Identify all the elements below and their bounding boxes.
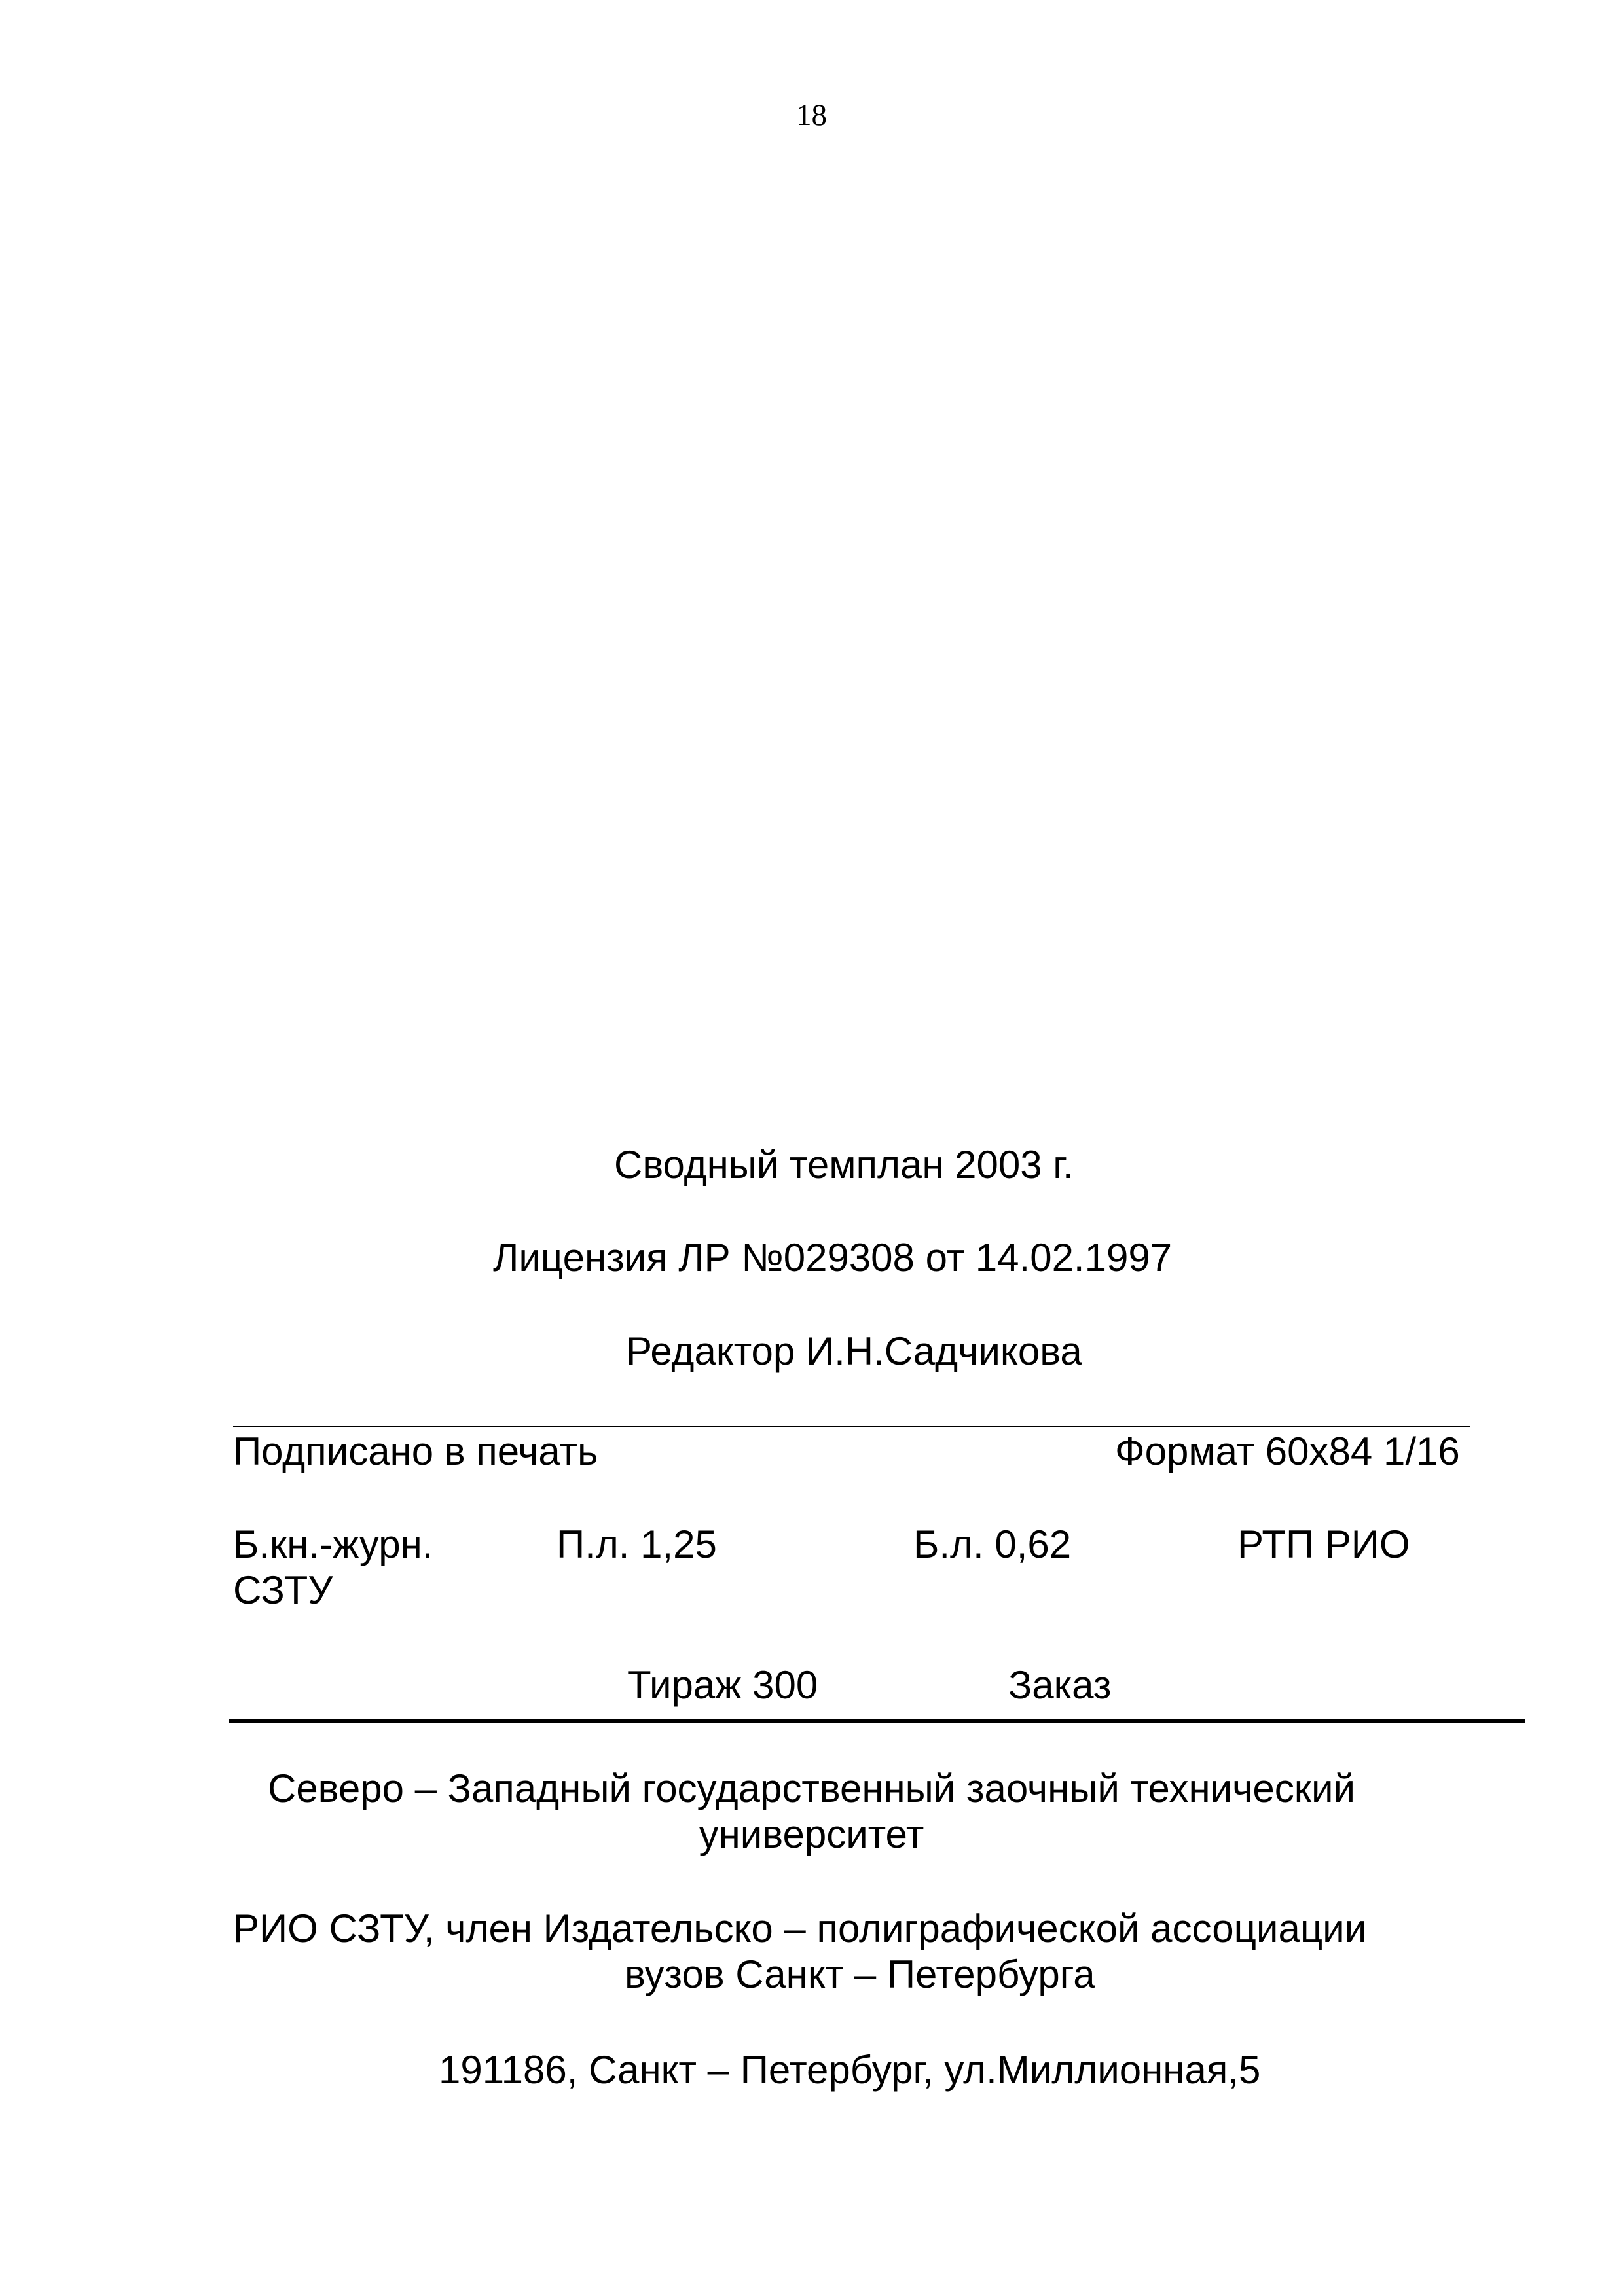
page-number: 18 xyxy=(796,98,827,132)
order-field: Заказ xyxy=(1008,1663,1112,1707)
university-line-2: университет xyxy=(699,1812,924,1856)
rio-line-1: РИО СЗТУ, член Издательско – полиграфической ассоциации xyxy=(233,1907,1367,1950)
printer-name-cont: СЗТУ xyxy=(233,1568,333,1612)
book-sheets: Б.л. 0,62 xyxy=(913,1522,1072,1566)
rio-line-2: вузов Санкт – Петербурга xyxy=(625,1952,1095,1996)
divider-thick xyxy=(229,1719,1525,1723)
print-run: Тираж 300 xyxy=(627,1663,818,1707)
printed-sheets: П.л. 1,25 xyxy=(556,1522,717,1566)
university-line-1: Северо – Западный государственный заочный технический xyxy=(267,1767,1355,1810)
printer-name: РТП РИО xyxy=(1237,1522,1410,1566)
signed-to-print: Подписано в печать xyxy=(233,1429,598,1473)
divider-thin xyxy=(233,1426,1470,1427)
paper-type: Б.кн.-журн. xyxy=(233,1522,433,1566)
editor-line: Редактор И.Н.Садчикова xyxy=(626,1329,1082,1373)
format-field: Формат 60x84 1/16 xyxy=(1115,1429,1460,1473)
license-line: Лицензия ЛР №029308 от 14.02.1997 xyxy=(493,1236,1173,1280)
temp-plan-line: Сводный темплан 2003 г. xyxy=(614,1143,1074,1187)
address-line: 191186, Санкт – Петербург, ул.Миллионная,5 xyxy=(439,2048,1261,2092)
